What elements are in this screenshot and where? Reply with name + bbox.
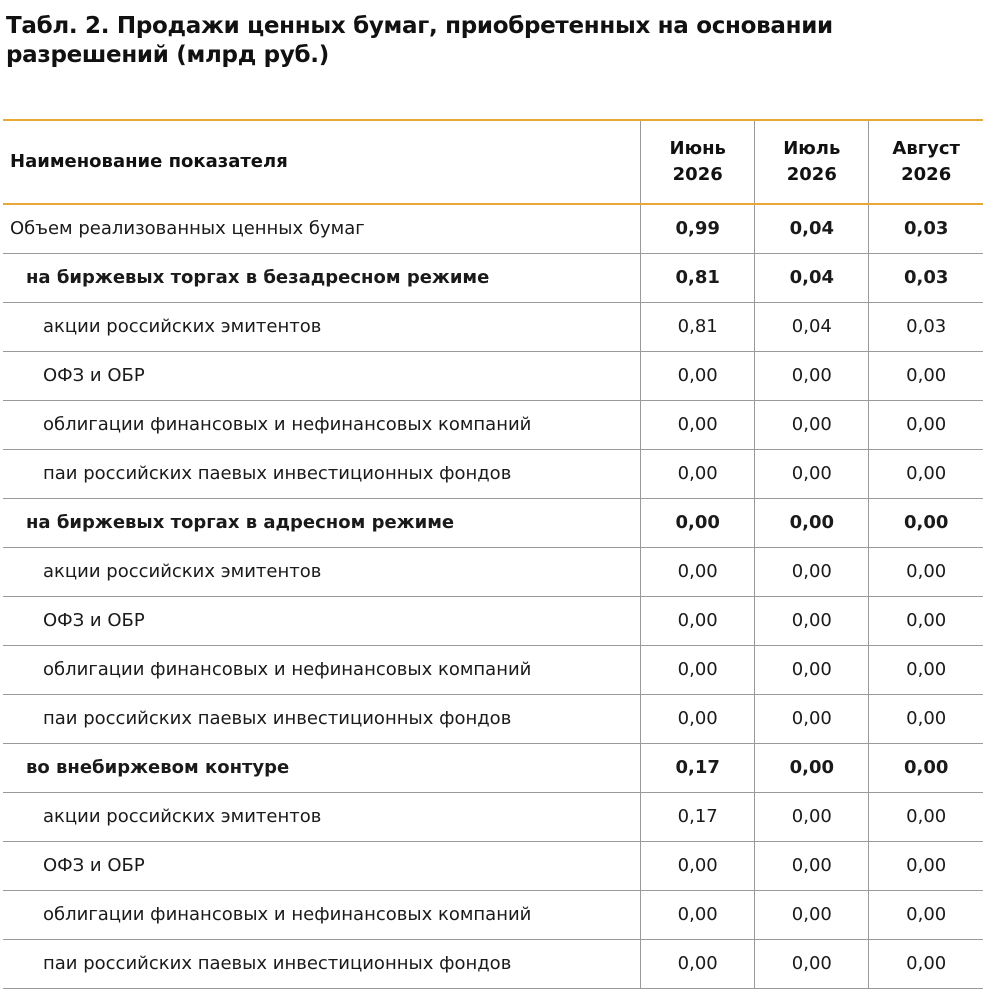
row-value: 0,00: [641, 842, 755, 891]
row-value: 0,00: [641, 695, 755, 744]
row-value: 0,00: [755, 744, 869, 793]
row-value: 0,04: [755, 254, 869, 303]
row-value: 0,00: [755, 646, 869, 695]
row-value: 0,00: [641, 940, 755, 989]
row-value: 0,00: [755, 401, 869, 450]
row-label: акции российских эмитентов: [3, 303, 641, 352]
row-value: 0,17: [641, 744, 755, 793]
table-row: [3, 842, 983, 891]
table-row: [3, 744, 983, 793]
row-value: 0,00: [869, 940, 983, 989]
table-row: [3, 940, 983, 989]
table-row: [3, 204, 983, 254]
row-value: 0,04: [755, 303, 869, 352]
row-value: 0,00: [869, 744, 983, 793]
row-value: 0,00: [755, 352, 869, 401]
row-value: 0,00: [641, 891, 755, 940]
row-label: акции российских эмитентов: [3, 793, 641, 842]
table-row: [3, 548, 983, 597]
row-value: 0,04: [755, 204, 869, 254]
row-label: на биржевых торгах в безадресном режиме: [3, 254, 641, 303]
row-value: 0,00: [869, 401, 983, 450]
table-row: [3, 499, 983, 548]
row-value: 0,00: [755, 842, 869, 891]
row-value: 0,03: [869, 204, 983, 254]
column-header-august-label: Август 2026: [892, 138, 960, 185]
row-value: 0,99: [641, 204, 755, 254]
table-title: Табл. 2. Продажи ценных бумаг, приобретенных на основании разрешений (млрд руб.): [6, 13, 833, 68]
table-row: [3, 303, 983, 352]
column-header-name: Наименование показателя: [3, 120, 641, 204]
sales-table: [3, 119, 983, 989]
row-value: 0,00: [641, 401, 755, 450]
row-value: 0,00: [755, 891, 869, 940]
row-value: 0,00: [869, 842, 983, 891]
row-value: 0,00: [869, 450, 983, 499]
row-value: 0,00: [869, 695, 983, 744]
row-value: 0,00: [641, 499, 755, 548]
row-value: 0,81: [641, 303, 755, 352]
row-value: 0,00: [869, 499, 983, 548]
row-value: 0,00: [755, 940, 869, 989]
table-row: [3, 646, 983, 695]
row-label: облигации финансовых и нефинансовых компаний: [3, 891, 641, 940]
column-header-july: [755, 120, 869, 204]
row-value: 0,00: [869, 548, 983, 597]
row-label: во внебиржевом контуре: [3, 744, 641, 793]
column-header-june-label: Июнь 2026: [669, 138, 726, 185]
table-row: [3, 352, 983, 401]
table-row: [3, 891, 983, 940]
row-value: 0,03: [869, 254, 983, 303]
row-label: Объем реализованных ценных бумаг: [3, 204, 641, 254]
row-value: 0,00: [869, 646, 983, 695]
row-label: облигации финансовых и нефинансовых компаний: [3, 401, 641, 450]
table-row: [3, 695, 983, 744]
row-label: паи российских паевых инвестиционных фондов: [3, 450, 641, 499]
table-body: [3, 204, 983, 989]
row-value: 0,00: [641, 548, 755, 597]
column-header-june: [641, 120, 755, 204]
header-row: [3, 120, 983, 204]
row-value: 0,00: [755, 450, 869, 499]
table-row: [3, 254, 983, 303]
row-value: 0,00: [755, 793, 869, 842]
column-header-august: [869, 120, 983, 204]
row-value: 0,00: [641, 352, 755, 401]
table-row: [3, 597, 983, 646]
row-value: 0,00: [755, 597, 869, 646]
row-label: на биржевых торгах в адресном режиме: [3, 499, 641, 548]
table-row: [3, 450, 983, 499]
row-value: 0,81: [641, 254, 755, 303]
row-value: 0,03: [869, 303, 983, 352]
row-value: 0,00: [869, 597, 983, 646]
row-label: облигации финансовых и нефинансовых компаний: [3, 646, 641, 695]
table-row: [3, 793, 983, 842]
column-header-july-label: Июль 2026: [783, 138, 841, 185]
row-value: 0,00: [755, 499, 869, 548]
row-value: 0,00: [869, 891, 983, 940]
row-value: 0,00: [869, 793, 983, 842]
row-value: 0,00: [869, 352, 983, 401]
row-value: 0,00: [641, 450, 755, 499]
table-row: [3, 401, 983, 450]
row-value: 0,00: [755, 548, 869, 597]
row-label: паи российских паевых инвестиционных фондов: [3, 695, 641, 744]
row-label: ОФЗ и ОБР: [3, 842, 641, 891]
row-value: 0,17: [641, 793, 755, 842]
row-label: ОФЗ и ОБР: [3, 352, 641, 401]
row-label: акции российских эмитентов: [3, 548, 641, 597]
row-label: паи российских паевых инвестиционных фондов: [3, 940, 641, 989]
row-value: 0,00: [755, 695, 869, 744]
row-value: 0,00: [641, 646, 755, 695]
row-label: ОФЗ и ОБР: [3, 597, 641, 646]
row-value: 0,00: [641, 597, 755, 646]
